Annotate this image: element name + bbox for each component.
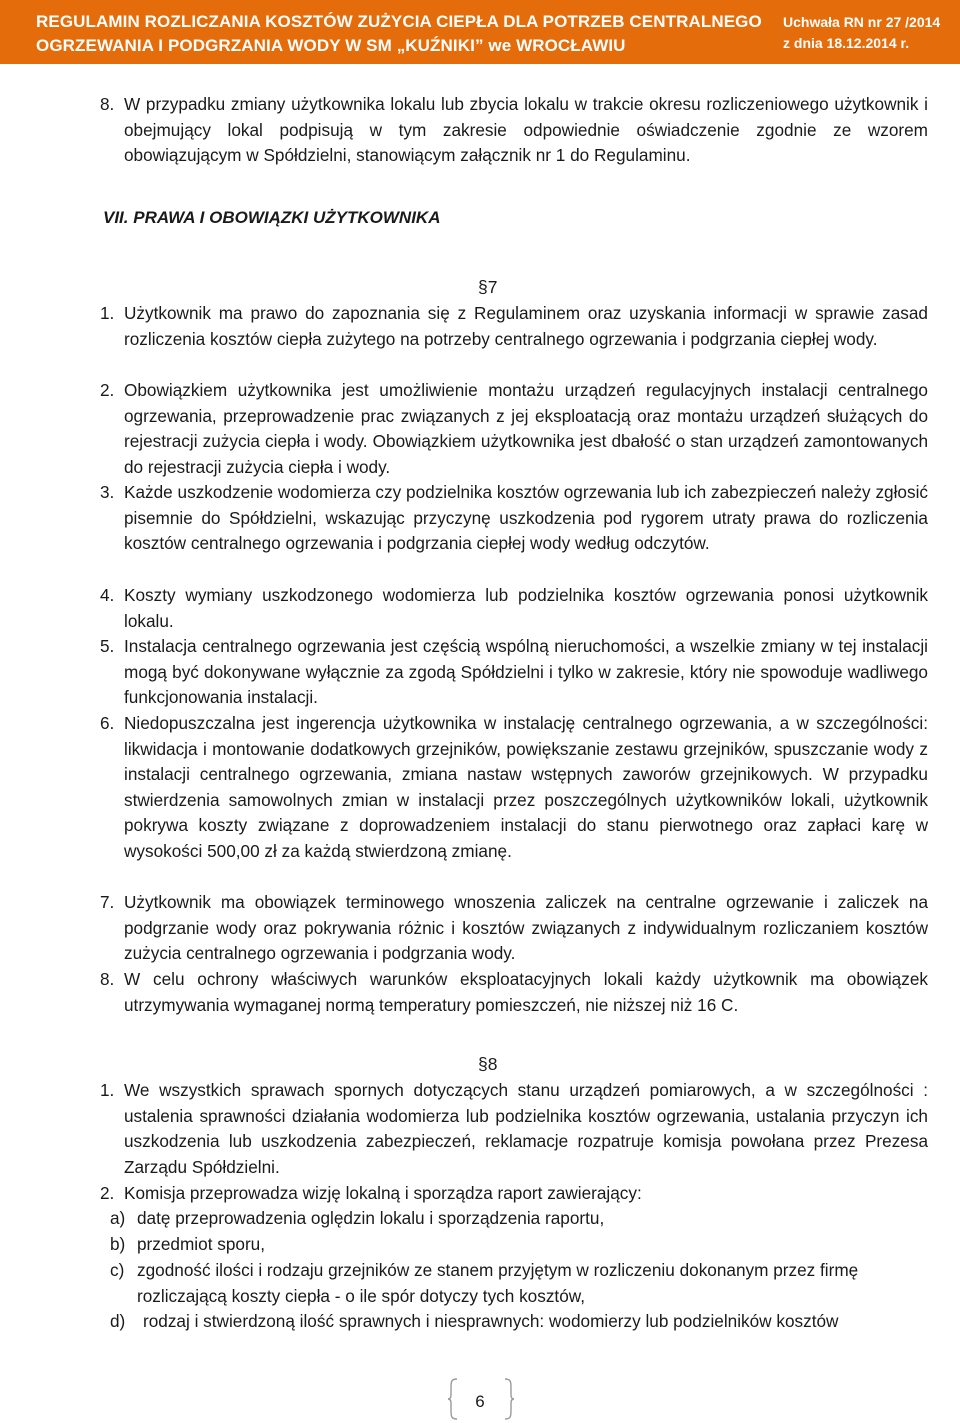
list-item-number: 2. xyxy=(100,380,115,400)
list-item-number: 1. xyxy=(100,303,115,323)
document-header xyxy=(0,0,960,64)
sub-list-letter: a) xyxy=(110,1208,126,1228)
list-item-text: Użytkownik ma prawo do zapoznania się z Regulaminem oraz uzyskania informacji w sprawie zasad rozliczenia kosztów ciepła zużytego na potrzeby centralnego ogrzewania i podgrzania ciepłej wody. xyxy=(124,303,928,349)
paragraph-8 xyxy=(100,92,928,169)
list-item-number: 2. xyxy=(100,1183,115,1203)
list-item xyxy=(100,378,928,480)
list-item-number: 6. xyxy=(100,713,115,733)
header-title xyxy=(36,10,776,58)
list-item-text: Każde uszkodzenie wodomierza czy podzielnika kosztów ogrzewania lub ich zabezpieczeń należy zgłosić pisemnie do Spółdzielni, wskazując przyczynę uszkodzenia pod rygorem utraty prawa do rozliczenia kosztów centralnego ogrzewania i podgrzania ciepłej wody według odczytów. xyxy=(124,482,928,554)
list-item-text: Komisja przeprowadza wizję lokalną i sporządza raport zawierający: xyxy=(124,1183,642,1203)
sub-list-item xyxy=(110,1232,927,1258)
list-item-number: 1. xyxy=(100,1080,115,1100)
list-item-number: 7. xyxy=(100,892,115,912)
list-item-text: Instalacja centralnego ogrzewania jest częścią wspólną nieruchomości, a wszelkie zmiany w tej instalacji mogą być dokonywane wyłącznie za zgodą Spółdzielni i tylko w zakresie, który nie spowoduje wadliwego funkcjonowania instalacji. xyxy=(124,636,928,708)
sub-list-letter: d) xyxy=(110,1311,126,1331)
list-item xyxy=(100,967,928,1018)
sub-list-text: datę przeprowadzenia oględzin lokalu i sporządzenia raportu, xyxy=(137,1208,605,1228)
sub-list-letter: c) xyxy=(110,1260,125,1280)
list-item-number: 8. xyxy=(100,969,115,989)
list-item xyxy=(100,301,928,352)
footer-left-bracket xyxy=(447,1378,459,1420)
sub-list-item xyxy=(110,1206,927,1232)
section-heading-vii: VII. PRAWA I OBOWIĄZKI UŻYTKOWNIKA xyxy=(103,208,441,227)
list-item xyxy=(100,711,928,865)
list-item-number: 5. xyxy=(100,636,115,656)
section-mark-8 xyxy=(478,1052,497,1078)
list-item-text: Koszty wymiany uszkodzonego wodomierza lub podzielnika kosztów ogrzewania ponosi użytkownik lokalu. xyxy=(124,585,928,631)
list-item-number: 3. xyxy=(100,482,115,502)
list-item-text: W celu ochrony właściwych warunków eksploatacyjnych lokali każdy użytkownik ma obowiązek utrzymywania wymaganej normą temperatury pomieszczeń, nie niższej niż 16 C. xyxy=(124,969,928,1015)
section-mark-number: §8 xyxy=(478,1054,498,1074)
list-item-text: Użytkownik ma obowiązek terminowego wnoszenia zaliczek na centralne ogrzewanie i zaliczek na podgrzanie wody oraz pokrywania różnic i kosztów związanych z indywidualnym rozliczaniem kosztów zużycia centralnego ogrzewania i podgrzania wody. xyxy=(124,892,928,964)
list-item xyxy=(100,1078,928,1180)
section-mark-number: §7 xyxy=(478,277,498,297)
list-item-text: Niedopuszczalna jest ingerencja użytkownika w instalację centralnego ogrzewania, a w szczególności: likwidacja i montowanie dodatkowych grzejników, powiększanie zestawu grzejników, spuszczanie wody z instalacji centralnego ogrzewania, zmiana nastaw wstępnych zaworów grzejnikowych. W przypadku stwierdzenia samowolnych zmian w instalacji przez poszczególnych użytkowników lokali, użytkownik pokrywa koszty związane z doprowadzeniem instalacji do stanu pierwotnego oraz zapłaci karę w wysokości 500,00 zł za każdą stwierdzoną zmianę. xyxy=(124,713,928,861)
sub-list-item xyxy=(110,1309,933,1335)
paragraph-number: 8. xyxy=(100,94,115,114)
list-item xyxy=(100,480,928,557)
list-item xyxy=(100,583,928,634)
footer-right-bracket xyxy=(503,1378,515,1420)
list-item-text: Obowiązkiem użytkownika jest umożliwienie montażu urządzeń regulacyjnych instalacji centralnego ogrzewania, przeprowadzenie prac związanych z jej eksploatacją oraz montażu urządzeń służących do rejestracji zużycia ciepła i wody. Obowiązkiem użytkownika jest dbałość o stan urządzeń zamontowanych do rejestracji zużycia ciepła i wody. xyxy=(124,380,928,477)
list-item-text: We wszystkich sprawach spornych dotyczących stanu urządzeń pomiarowych, a w szczególności : ustalenia sprawności działania wodomierza lub podzielnika kosztów ogrzewania, ustalania przyczyn ich uszkodzenia lub uszkodzenia zabezpieczeń, reklamacje rozpatruje komisja powołana przez Prezesa Zarządu Spółdzielni. xyxy=(124,1080,928,1177)
section-mark-7 xyxy=(478,275,497,301)
resolution-number: Uchwała RN nr 27 /2014 xyxy=(783,14,941,30)
sub-list-item xyxy=(110,1258,897,1309)
sub-list-text: rodzaj i stwierdzoną ilość sprawnych i niesprawnych: wodomierzy lub podzielników kosztów xyxy=(143,1311,839,1331)
list-item xyxy=(100,890,928,967)
header-title-line2: OGRZEWANIA I PODGRZANIA WODY W SM „KUŹNIKI” we WROCŁAWIU xyxy=(36,36,626,55)
page-number: 6 xyxy=(475,1392,485,1411)
resolution-date: z dnia 18.12.2014 r. xyxy=(783,35,910,51)
sub-list-text: zgodność ilości i rodzaju grzejników ze stanem przyjętym w rozliczeniu dokonanym przez firmę rozliczającą koszty ciepła - o ile spór dotyczy tych kosztów, xyxy=(137,1260,859,1306)
paragraph-text: W przypadku zmiany użytkownika lokalu lub zbycia lokalu w trakcie okresu rozliczeniowego użytkownik i obejmujący lokal podpisują w tym zakresie odpowiednie oświadczenie zgodnie ze wzorem obowiązującym w Spółdzielni, stanowiącym załącznik nr 1 do Regulaminu. xyxy=(124,94,928,166)
list-item xyxy=(100,1181,928,1207)
list-item-number: 4. xyxy=(100,585,115,605)
sub-list-letter: b) xyxy=(110,1234,126,1254)
header-title-line1: REGULAMIN ROZLICZANIA KOSZTÓW ZUŻYCIA CIEPŁA DLA POTRZEB CENTRALNEGO xyxy=(36,12,762,31)
list-item xyxy=(100,634,928,711)
sub-list-text: przedmiot sporu, xyxy=(137,1234,266,1254)
header-meta xyxy=(783,12,953,54)
